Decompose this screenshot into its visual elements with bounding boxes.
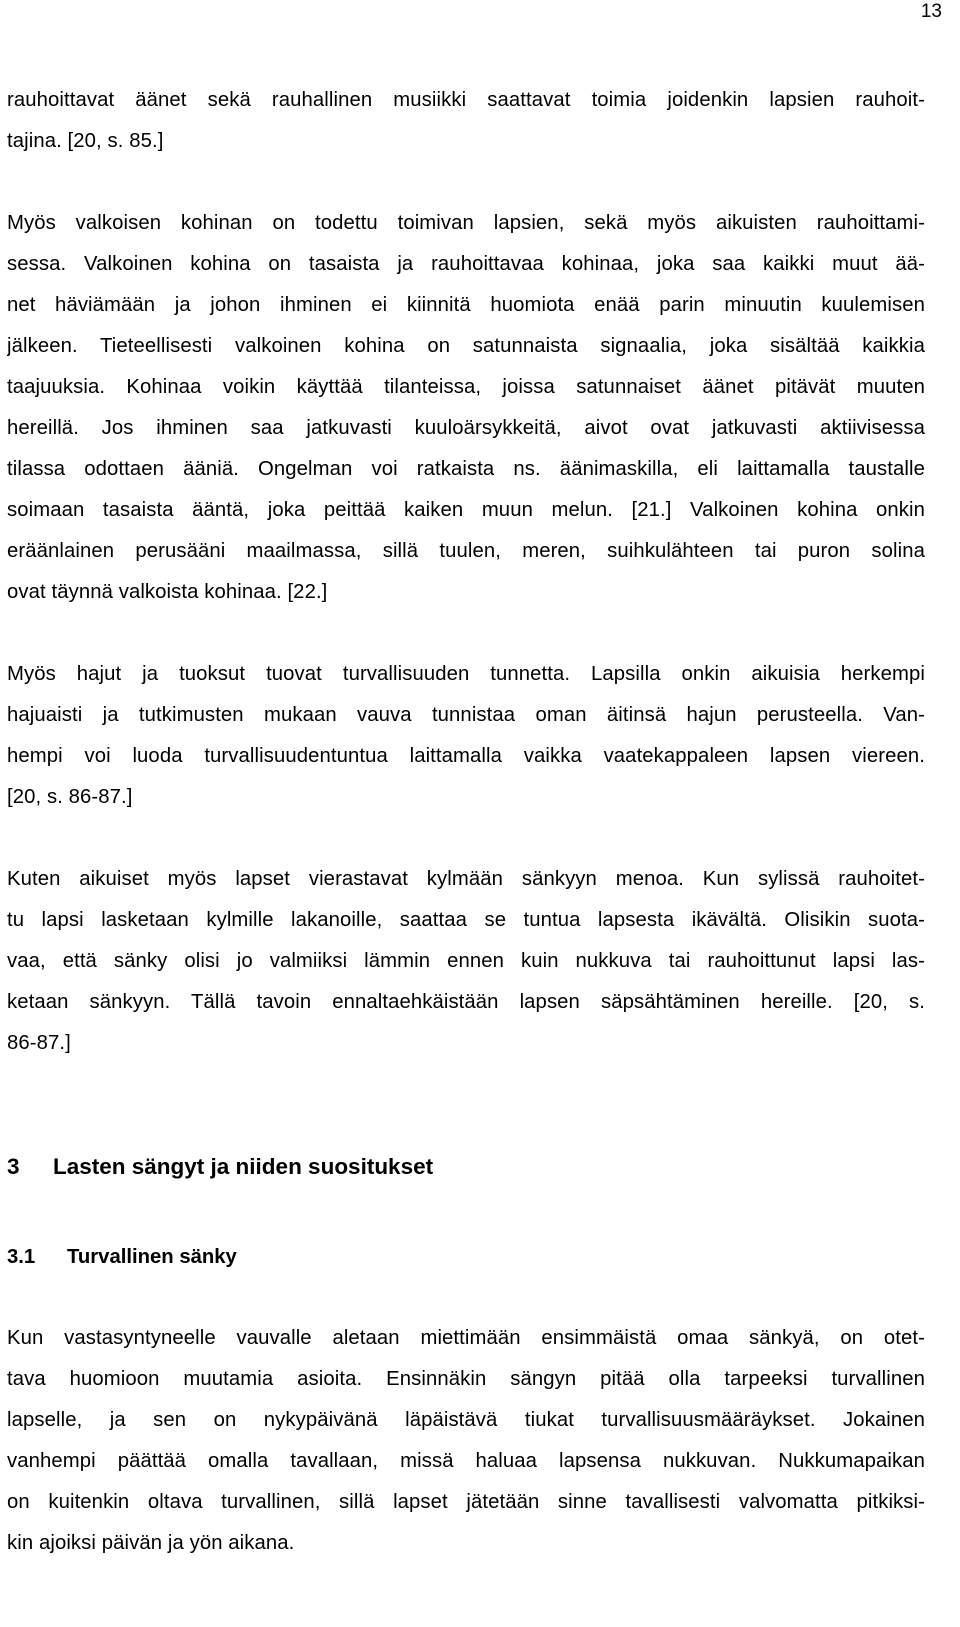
text-line: Myös valkoisen kohinan on todettu toimivan lapsien, sekä myös aikuisten rauhoittami- <box>7 212 925 234</box>
text-line: hempi voi luoda turvallisuudentuntua laittamalla vaikka vaatekappaleen lapsen viereen. <box>7 745 925 767</box>
text-line: lapselle, ja sen on nykypäivänä läpäistävä tiukat turvallisuusmääräykset. Jokainen <box>7 1409 925 1431</box>
text-line: rauhoittavat äänet sekä rauhallinen musiikki saattavat toimia joidenkin lapsien rauhoit- <box>7 89 925 111</box>
text-line: Myös hajut ja tuoksut tuovat turvallisuuden tunnetta. Lapsilla onkin aikuisia herkempi <box>7 663 925 685</box>
section-heading <box>7 1146 925 1187</box>
text-line: tava huomioon muutamia asioita. Ensinnäkin sängyn pitää olla tarpeeksi turvallinen <box>7 1368 925 1390</box>
text-line: taajuuksia. Kohinaa voikin käyttää tilanteissa, joissa satunnaiset äänet pitävät muuten <box>7 376 925 398</box>
section-number: 3 <box>7 1154 20 1179</box>
paragraph-smells <box>7 654 925 818</box>
text-line: net häviämään ja johon ihminen ei kiinnitä huomiota enää parin minuutin kuulemisen <box>7 294 925 316</box>
text-line: ovat täynnä valkoista kohinaa. [22.] <box>7 581 328 603</box>
text-line: kin ajoiksi päivän ja yön aikana. <box>7 1532 295 1554</box>
text-line: Kun vastasyntyneelle vauvalle aletaan miettimään ensimmäistä omaa sänkyä, on otet- <box>7 1327 925 1349</box>
paragraph-cold-bed <box>7 859 925 1064</box>
text-line: on kuitenkin oltava turvallinen, sillä lapset jätetään sinne tavallisesti valvomatta pitkiksi- <box>7 1491 925 1513</box>
text-line: tilassa odottaen ääniä. Ongelman voi ratkaista ns. äänimaskilla, eli laittamalla taustalle <box>7 458 925 480</box>
text-line: tajina. [20, s. 85.] <box>7 130 164 152</box>
text-line: [20, s. 86-87.] <box>7 786 133 808</box>
document-body <box>7 80 925 1564</box>
text-line: ketaan sänkyyn. Tällä tavoin ennaltaehkäistään lapsen säpsähtäminen hereille. [20, s. <box>7 991 925 1013</box>
text-line: hereillä. Jos ihminen saa jatkuvasti kuuloärsykkeitä, aivot ovat jatkuvasti aktiivisessa <box>7 417 925 439</box>
text-line: 86-87.] <box>7 1032 71 1054</box>
text-line: tu lapsi lasketaan kylmille lakanoille, saattaa se tuntua lapsesta ikävältä. Olisikin suota- <box>7 909 925 931</box>
subsection-title: Turvallinen sänky <box>67 1246 237 1268</box>
paragraph-safe-bed <box>7 1318 925 1564</box>
text-line: eräänlainen perusääni maailmassa, sillä tuulen, meren, suihkulähteen tai puron solina <box>7 540 925 562</box>
text-line: Kuten aikuiset myös lapset vierastavat kylmään sänkyyn menoa. Kun sylissä rauhoitet- <box>7 868 925 890</box>
text-line: jälkeen. Tieteellisesti valkoinen kohina on satunnaista signaalia, joka sisältää kaikkia <box>7 335 925 357</box>
text-line: sessa. Valkoinen kohina on tasaista ja rauhoittavaa kohinaa, joka saa kaikki muut ää- <box>7 253 925 275</box>
paragraph-calming-sounds <box>7 80 925 162</box>
subsection-heading <box>7 1237 925 1278</box>
text-line: vanhempi päättää omalla tavallaan, missä haluaa lapsensa nukkuvan. Nukkumapaikan <box>7 1450 925 1472</box>
page-number: 13 <box>920 1 942 22</box>
text-line: soimaan tasaista ääntä, joka peittää kaiken muun melun. [21.] Valkoinen kohina onkin <box>7 499 925 521</box>
subsection-number: 3.1 <box>7 1246 36 1268</box>
section-title: Lasten sängyt ja niiden suositukset <box>53 1154 434 1179</box>
text-line: vaa, että sänky olisi jo valmiiksi lämmin ennen kuin nukkuva tai rauhoittunut lapsi las- <box>7 950 925 972</box>
text-line: hajuaisti ja tutkimusten mukaan vauva tunnistaa oman äitinsä hajun perusteella. Van- <box>7 704 925 726</box>
paragraph-white-noise <box>7 203 925 613</box>
